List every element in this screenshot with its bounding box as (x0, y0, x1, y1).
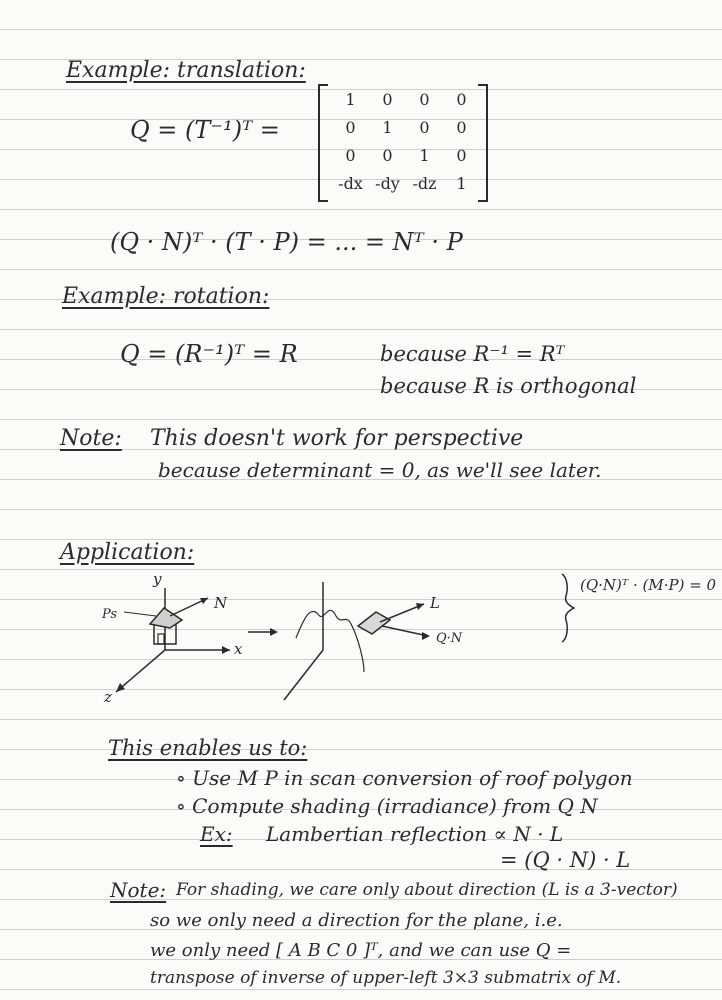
translation-matrix (318, 84, 488, 202)
ex-line-2: = (Q · N) · L (500, 848, 631, 872)
matrix-cell: 0 (456, 146, 467, 165)
note2-line-3: we only need [ A B C 0 ]ᵀ, and we can use Q = (150, 940, 572, 961)
matrix-cell: 0 (419, 118, 430, 137)
matrix-cell: 1 (345, 90, 356, 109)
matrix-cell: -dx (338, 174, 363, 193)
bullet-dot-icon: ∘ (176, 766, 193, 790)
rotation-equation: Q = (R⁻¹)ᵀ = R (120, 340, 298, 368)
because-line-2: because R is orthogonal (380, 374, 637, 398)
note-label: Note: (60, 426, 122, 451)
heading-rotation: Example: rotation: (62, 284, 270, 309)
axis-z-label: z (104, 688, 112, 706)
warped-roof (358, 612, 390, 634)
house-roof (150, 608, 182, 628)
matrix-cell: 0 (456, 90, 467, 109)
warped-scene-outline (296, 610, 364, 672)
bullet-1-text: Use M P in scan conversion of roof polygon (192, 766, 633, 790)
axis-y-label: y (153, 570, 162, 588)
point-ps-label: Ps (102, 607, 118, 622)
because-line-1: because R⁻¹ = Rᵀ (380, 342, 565, 366)
axis-x-label: x (234, 640, 243, 658)
matrix-right-bracket (478, 84, 488, 202)
matrix-cell: 0 (456, 118, 467, 137)
note-line-1: This doesn't work for perspective (150, 426, 524, 451)
product-equation: (Q · N)ᵀ · (T · P) = ... = Nᵀ · P (110, 228, 463, 256)
matrix-cell: 1 (419, 146, 430, 165)
matrix-cell: 1 (456, 174, 467, 193)
note2-label: Note: (110, 878, 167, 902)
matrix-cell: -dz (412, 174, 437, 193)
heading-application: Application: (60, 540, 195, 565)
translation-equation-lhs: Q = (T⁻¹)ᵀ = (130, 116, 280, 144)
matrix-cell: -dy (375, 174, 400, 193)
note2-line-1: For shading, we care only about direction (L is a 3-vector) (176, 880, 678, 900)
matrix-grid (332, 88, 480, 196)
note-line-2: because determinant = 0, as we'll see later. (158, 458, 602, 482)
bullet-2-text: Compute shading (irradiance) from Q N (192, 794, 598, 818)
light-l-label: L (430, 594, 440, 612)
application-diagram (90, 568, 722, 718)
bullet-dot-icon: ∘ (176, 794, 193, 818)
matrix-cell: 1 (382, 118, 393, 137)
plane-equation: (Q·N)ᵀ · (M·P) = 0 (580, 576, 717, 594)
note2-line-2: so we only need a direction for the plane, i.e. (150, 910, 563, 931)
qn-label: Q·N (436, 631, 463, 646)
bullet-2 (176, 794, 598, 818)
matrix-cell: 0 (345, 146, 356, 165)
matrix-cell: 0 (382, 90, 393, 109)
ex-label: Ex: (200, 822, 233, 846)
matrix-left-bracket (318, 84, 328, 202)
matrix-cell: 0 (345, 118, 356, 137)
note2-line-4: transpose of inverse of upper-left 3×3 submatrix of M. (150, 968, 622, 988)
heading-translation: Example: translation: (66, 58, 306, 83)
bullet-1 (176, 766, 633, 790)
matrix-cell: 0 (382, 146, 393, 165)
normal-n-label: N (214, 594, 228, 612)
enables-heading: This enables us to: (108, 736, 308, 760)
curly-brace (562, 574, 574, 642)
ex-line: Lambertian reflection ∝ N · L (266, 822, 564, 846)
matrix-cell: 0 (419, 90, 430, 109)
house-door (158, 634, 164, 644)
